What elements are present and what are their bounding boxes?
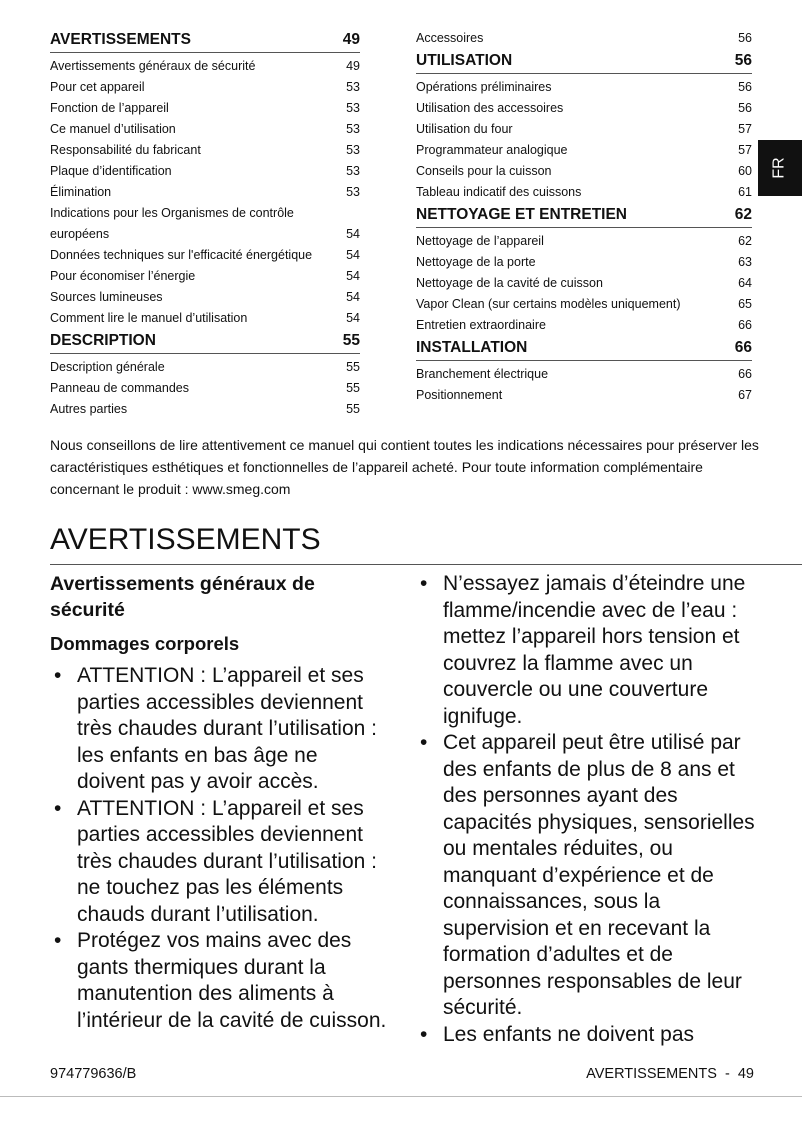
toc-item-page: 56 <box>738 101 752 115</box>
toc-item-label: Ce manuel d’utilisation <box>50 122 176 136</box>
toc-item[interactable] <box>416 119 752 140</box>
toc-item[interactable] <box>416 98 752 119</box>
toc-item[interactable] <box>416 161 752 182</box>
toc-section-title: INSTALLATION <box>416 339 528 356</box>
toc-section-heading[interactable] <box>50 28 360 53</box>
toc-item-page: 55 <box>346 402 360 416</box>
toc-item[interactable] <box>416 294 752 315</box>
toc-section-title: UTILISATION <box>416 52 513 69</box>
toc-item-label: Nettoyage de la cavité de cuisson <box>416 276 603 290</box>
toc-left <box>50 28 360 420</box>
toc-section-page: 49 <box>342 31 360 48</box>
toc-item-label: Pour économiser l’énergie <box>50 269 196 283</box>
toc-item-page: 67 <box>738 388 752 402</box>
bullet-item: • N’essayez jamais d’éteindre une flamme/incendie avec de l’eau : mettez l’appareil hors tension et couvrez la flamme avec un couvercle ou une couverture ignifuge. <box>416 571 761 730</box>
toc-item[interactable] <box>416 385 752 406</box>
toc-item[interactable] <box>50 98 360 119</box>
subsection-title: Avertissements généraux de sécurité <box>50 573 315 621</box>
toc-item-label: Utilisation du four <box>416 122 513 136</box>
bullet-item: • Les enfants ne doivent pas <box>416 1022 761 1049</box>
toc-item-label: Sources lumineuses <box>50 290 163 304</box>
toc-section-heading[interactable] <box>416 203 752 228</box>
toc-item-label: Nettoyage de l’appareil <box>416 234 544 248</box>
table-of-contents <box>50 28 802 420</box>
toc-item-label: Indications pour les Organismes de contrôle européens <box>50 206 294 241</box>
toc-item-page: 53 <box>346 101 360 115</box>
toc-section-title: DESCRIPTION <box>50 332 156 349</box>
language-tab-label: FR <box>770 157 788 179</box>
toc-item-label: Opérations préliminaires <box>416 80 552 94</box>
toc-section-heading[interactable] <box>416 336 752 361</box>
toc-item-page: 53 <box>346 164 360 178</box>
toc-item-label: Vapor Clean (sur certains modèles uniquement) <box>416 297 681 311</box>
toc-section-title: NETTOYAGE ET ENTRETIEN <box>416 206 628 223</box>
toc-item[interactable] <box>416 252 752 273</box>
doc-code: 974779636/B <box>50 1066 137 1082</box>
toc-section-page: 66 <box>734 339 752 356</box>
toc-item-label: Fonction de l’appareil <box>50 101 169 115</box>
toc-item-page: 56 <box>738 80 752 94</box>
toc-item-page: 53 <box>346 80 360 94</box>
toc-item-page: 66 <box>738 367 752 381</box>
toc-item-page: 66 <box>738 318 752 332</box>
toc-item-page: 63 <box>738 255 752 269</box>
toc-item-page: 60 <box>738 164 752 178</box>
bullet-list <box>50 663 390 1034</box>
toc-item-label: Autres parties <box>50 402 128 416</box>
left-column <box>50 571 390 1034</box>
page-label: AVERTISSEMENTS - 49 <box>586 1066 754 1082</box>
bullet-list <box>416 571 761 1048</box>
section-title: AVERTISSEMENTS <box>50 523 321 556</box>
toc-item[interactable] <box>416 28 752 49</box>
toc-item[interactable] <box>50 378 360 399</box>
toc-item-page: 61 <box>738 185 752 199</box>
subsubsection-title: Dommages corporels <box>50 633 240 654</box>
toc-right <box>416 28 752 406</box>
body-columns <box>50 571 802 1048</box>
section-divider <box>50 564 802 565</box>
toc-item-page: 57 <box>738 122 752 136</box>
bullet-item: • ATTENTION : L’appareil et ses parties accessibles deviennent très chaudes durant l’utilisation : les enfants en bas âge ne doivent pas y avoir accès. <box>50 663 390 796</box>
toc-item-page: 54 <box>346 311 360 325</box>
toc-item[interactable] <box>50 287 360 308</box>
toc-item-label: Tableau indicatif des cuissons <box>416 185 582 199</box>
toc-item-page: 55 <box>346 360 360 374</box>
toc-item-label: Plaque d’identification <box>50 164 172 178</box>
toc-item-label: Avertissements généraux de sécurité <box>50 59 256 73</box>
bottom-rule <box>0 1096 802 1097</box>
toc-item-label: Données techniques sur l'efficacité énergétique <box>50 248 313 262</box>
intro-paragraph: Nous conseillons de lire attentivement ce manuel qui contient toutes les indications nécessaires pour préserver les caractéristiques esthétiques et fonctionnelles de l’appareil acheté. Pour toute information complémentaire concernant le produit : www.smeg.com <box>50 437 759 497</box>
page-footer <box>50 1066 754 1096</box>
toc-item[interactable] <box>50 203 360 245</box>
toc-item[interactable] <box>50 119 360 140</box>
toc-item[interactable] <box>50 357 360 378</box>
right-column <box>416 571 761 1048</box>
toc-item-label: Positionnement <box>416 388 503 402</box>
toc-item-label: Élimination <box>50 185 112 199</box>
toc-item-page: 54 <box>346 290 360 304</box>
bullet-item: • Protégez vos mains avec des gants thermiques durant la manutention des aliments à l’intérieur de la cavité de cuisson. <box>50 928 390 1034</box>
toc-item[interactable] <box>416 315 752 336</box>
toc-item-label: Accessoires <box>416 31 484 45</box>
toc-item[interactable] <box>50 182 360 203</box>
toc-item[interactable] <box>50 77 360 98</box>
toc-item-page: 65 <box>738 297 752 311</box>
toc-section-heading[interactable] <box>416 49 752 74</box>
toc-item-label: Comment lire le manuel d’utilisation <box>50 311 248 325</box>
toc-item[interactable] <box>416 273 752 294</box>
toc-item-page: 55 <box>346 381 360 395</box>
toc-item[interactable] <box>416 182 752 203</box>
toc-item[interactable] <box>416 77 752 98</box>
toc-item[interactable] <box>50 245 360 266</box>
toc-item-page: 53 <box>346 185 360 199</box>
toc-section-page: 62 <box>734 206 752 223</box>
toc-item[interactable] <box>416 140 752 161</box>
toc-item-page: 62 <box>738 234 752 248</box>
toc-item-page: 56 <box>738 31 752 45</box>
toc-item-label: Description générale <box>50 360 165 374</box>
toc-item-label: Entretien extraordinaire <box>416 318 546 332</box>
toc-item-page: 49 <box>346 59 360 73</box>
toc-item-page: 53 <box>346 122 360 136</box>
toc-item-label: Branchement électrique <box>416 367 549 381</box>
toc-item[interactable] <box>50 399 360 420</box>
toc-item-page: 54 <box>346 269 360 283</box>
toc-section-title: AVERTISSEMENTS <box>50 31 191 48</box>
toc-item[interactable] <box>50 56 360 77</box>
toc-item-label: Utilisation des accessoires <box>416 101 564 115</box>
toc-item[interactable] <box>416 231 752 252</box>
toc-item-label: Conseils pour la cuisson <box>416 164 552 178</box>
toc-item-label: Pour cet appareil <box>50 80 145 94</box>
toc-section-heading[interactable] <box>50 329 360 354</box>
toc-item-page: 54 <box>346 227 360 241</box>
toc-item-page: 54 <box>346 248 360 262</box>
toc-item[interactable] <box>50 140 360 161</box>
toc-item[interactable] <box>50 266 360 287</box>
bullet-item: • ATTENTION : L’appareil et ses parties accessibles deviennent très chaudes durant l’utilisation : ne touchez pas les éléments chauds durant l’utilisation. <box>50 796 390 929</box>
bullet-item: • Cet appareil peut être utilisé par des enfants de plus de 8 ans et des personnes ayant des capacités physiques, sensorielles ou mentales réduites, ou manquant d’expérience et de connaissances, sous la supervision et en recevant la formation d’adultes et de personnes responsables de leur sécurité. <box>416 730 761 1022</box>
toc-item-page: 57 <box>738 143 752 157</box>
language-tab <box>758 140 802 196</box>
toc-item-page: 64 <box>738 276 752 290</box>
toc-item[interactable] <box>50 308 360 329</box>
toc-item-label: Nettoyage de la porte <box>416 255 536 269</box>
toc-section-page: 56 <box>734 52 752 69</box>
toc-item-page: 53 <box>346 143 360 157</box>
toc-item-label: Responsabilité du fabricant <box>50 143 201 157</box>
toc-item[interactable] <box>416 364 752 385</box>
toc-section-page: 55 <box>342 332 360 349</box>
toc-item-label: Programmateur analogique <box>416 143 568 157</box>
toc-item[interactable] <box>50 161 360 182</box>
toc-item-label: Panneau de commandes <box>50 381 189 395</box>
